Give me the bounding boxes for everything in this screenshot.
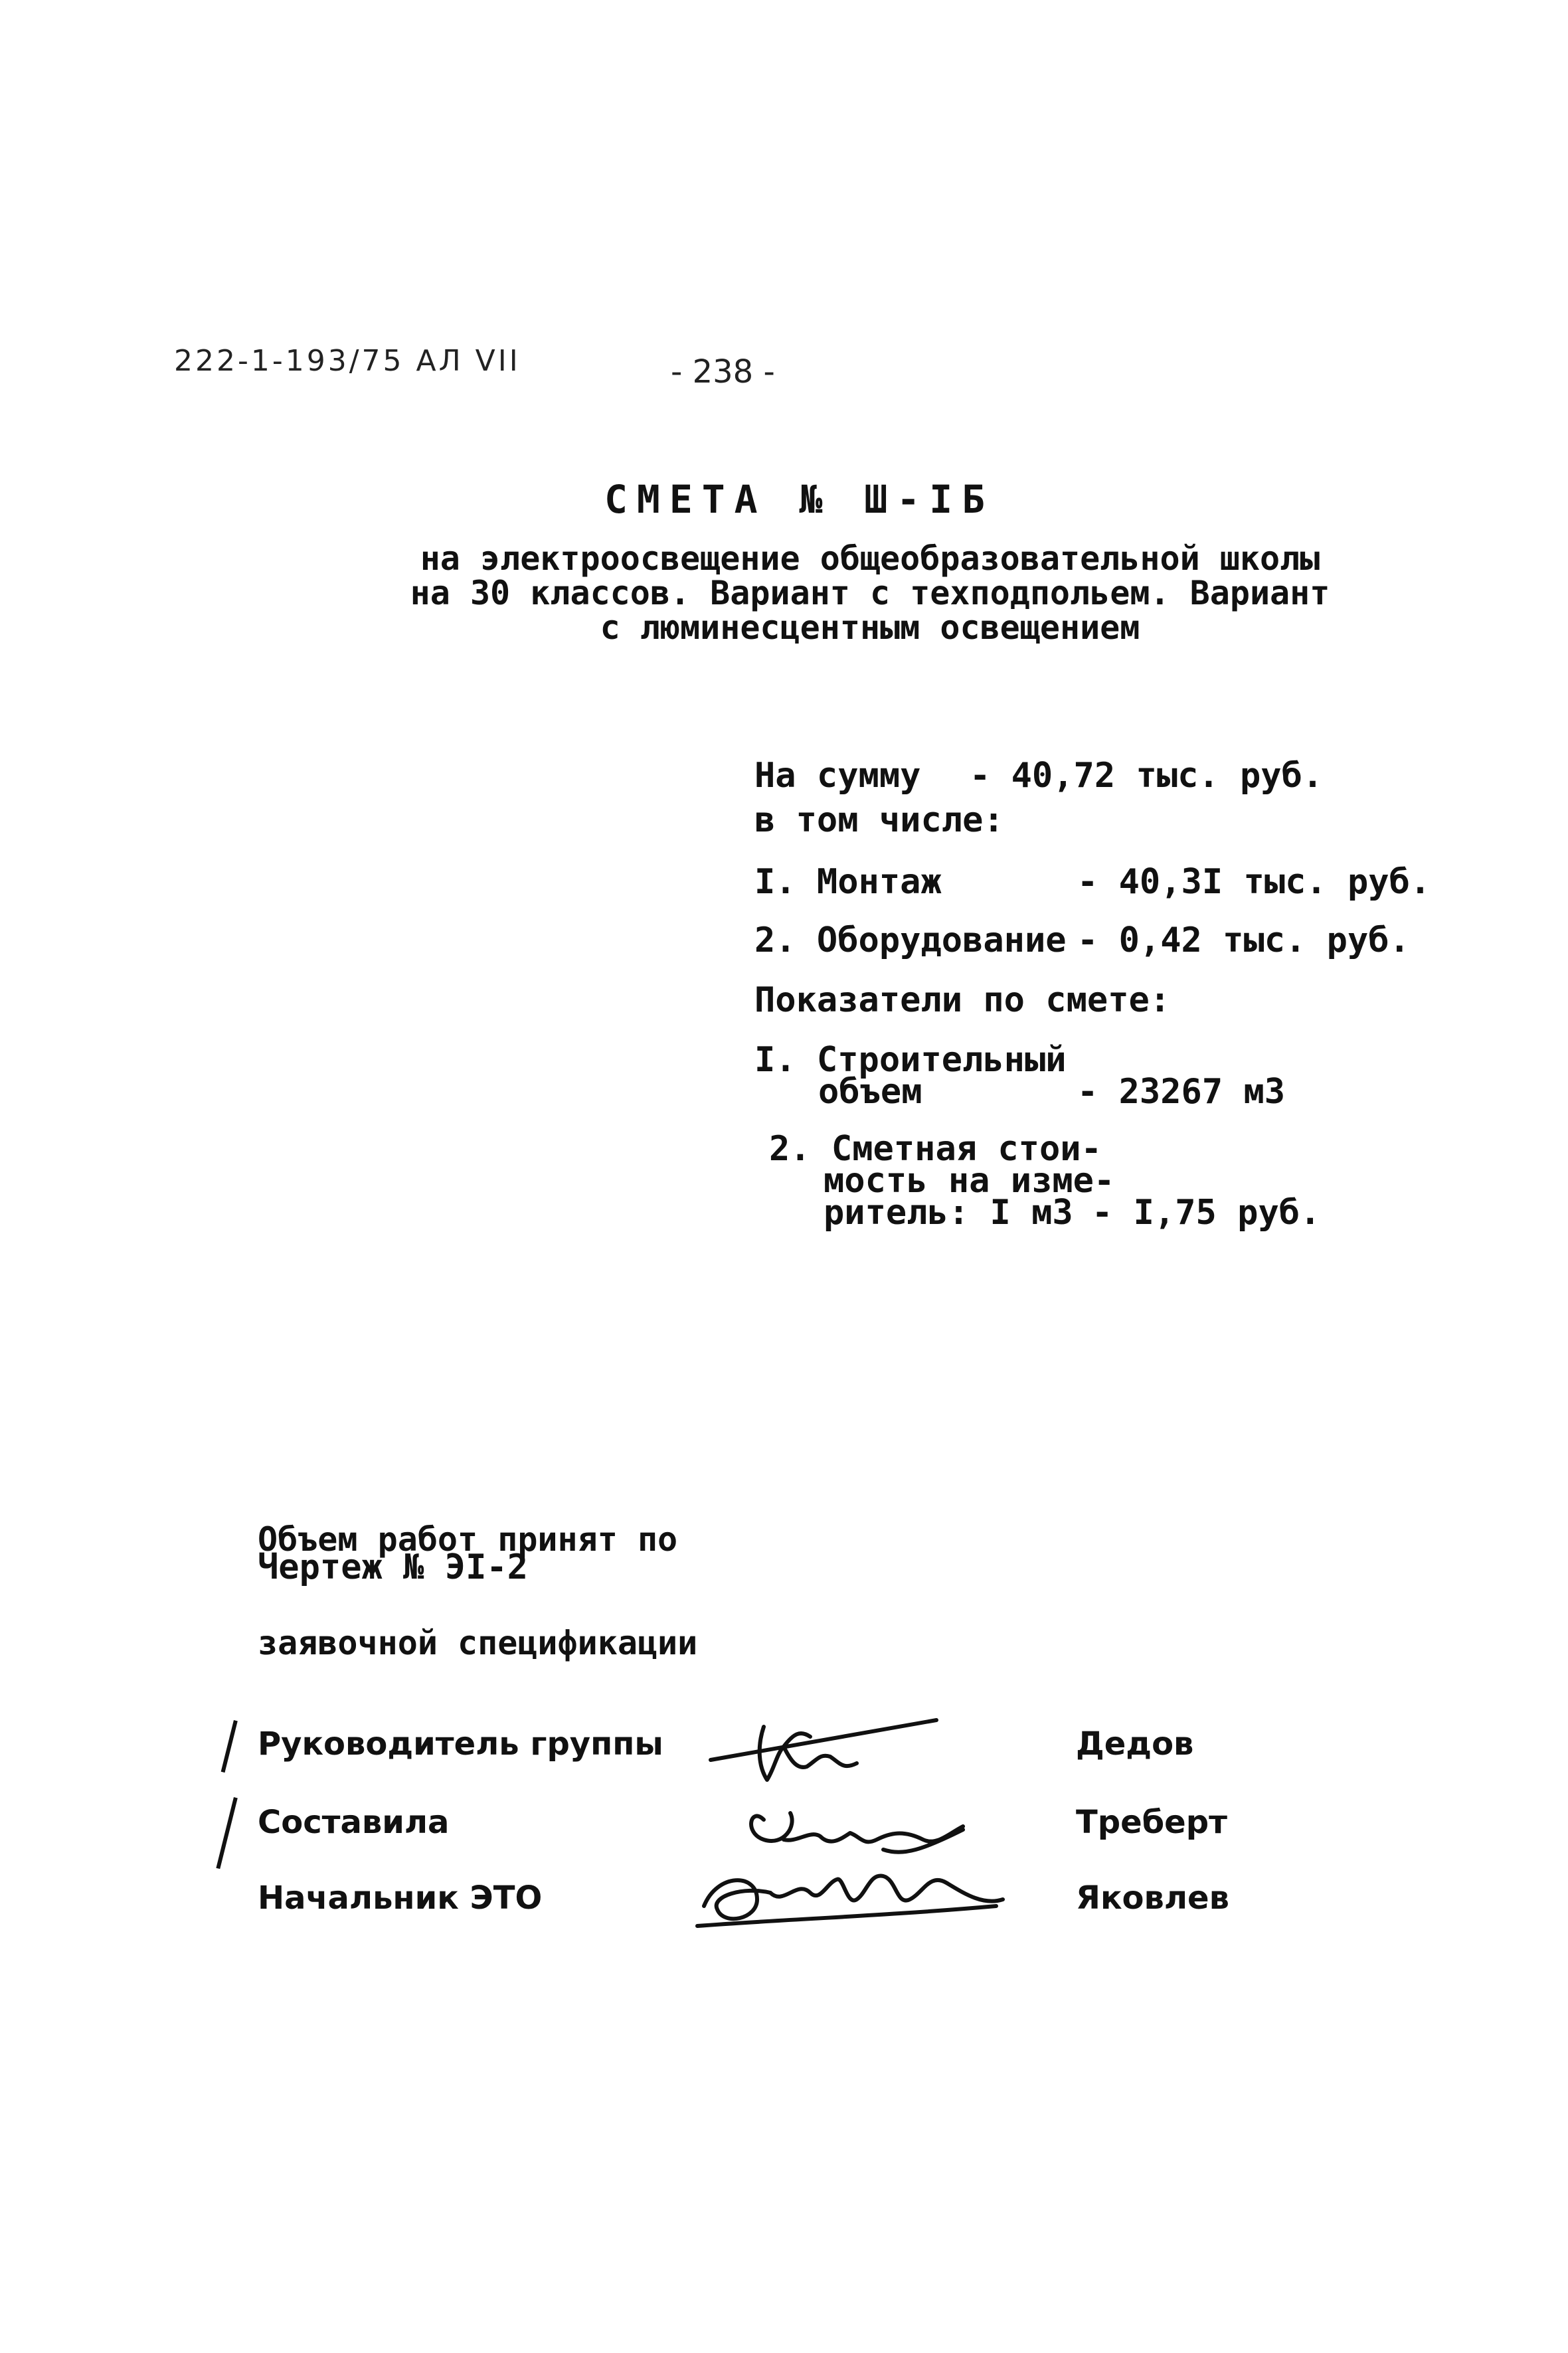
name-compiler: Треберт	[1076, 1804, 1227, 1841]
item-mounting-label: I. Монтаж	[754, 862, 942, 902]
document-subtitle	[385, 541, 1355, 645]
subtitle-line: с люминесцентным освещением	[600, 608, 1140, 647]
role-compiler: Составила	[258, 1804, 450, 1841]
role-department-head: Начальник ЭТО	[258, 1879, 543, 1917]
drawing-reference: Чертеж № ЭI-2	[258, 1547, 528, 1587]
name-department-head: Яковлев	[1076, 1879, 1229, 1917]
indicator-cost-label: 2. Сметная стои-	[769, 1129, 1102, 1169]
indicator-cost-value: - I,75 руб.	[1092, 1193, 1321, 1233]
role-group-leader: Руководитель группы	[258, 1725, 663, 1763]
note-line: заявочной спецификации	[258, 1624, 698, 1662]
item-equipment-value: - 0,42 тыс. руб.	[1077, 920, 1410, 960]
including-label: в том числе:	[754, 800, 1004, 840]
slash-mark	[221, 1720, 238, 1773]
document-code: 222-1-193/75 АЛ VII	[174, 344, 521, 378]
total-value: - 40,72 тыс. руб.	[970, 756, 1324, 796]
indicator-volume-label: I. Строительный	[754, 1040, 1067, 1080]
indicators-label: Показатели по смете:	[754, 980, 1171, 1020]
slash-mark	[216, 1797, 237, 1869]
indicator-volume-value: - 23267 м3	[1077, 1072, 1286, 1112]
page-number: - 238 -	[671, 353, 775, 391]
note-line: Объем работ принят по	[258, 1520, 678, 1559]
subtitle-line: на электроосвещение общеобразовательной школы	[420, 539, 1320, 578]
item-mounting-value: - 40,3I тыс. руб.	[1077, 862, 1431, 902]
handwritten-signatures	[684, 1707, 1056, 1946]
indicator-cost-label-cont2: ритель: I м3	[824, 1193, 1073, 1233]
indicator-volume-label-cont: объем	[818, 1072, 922, 1112]
item-equipment-label: 2. Оборудование	[754, 920, 1067, 960]
indicator-cost-label-cont: мость на изме-	[824, 1161, 1115, 1201]
document-title: СМЕТА № Ш-IБ	[604, 477, 995, 522]
subtitle-line: на 30 классов. Вариант с техподпольем. Вариант	[410, 574, 1330, 612]
name-group-leader: Дедов	[1076, 1725, 1194, 1763]
total-label: На сумму	[754, 756, 921, 796]
